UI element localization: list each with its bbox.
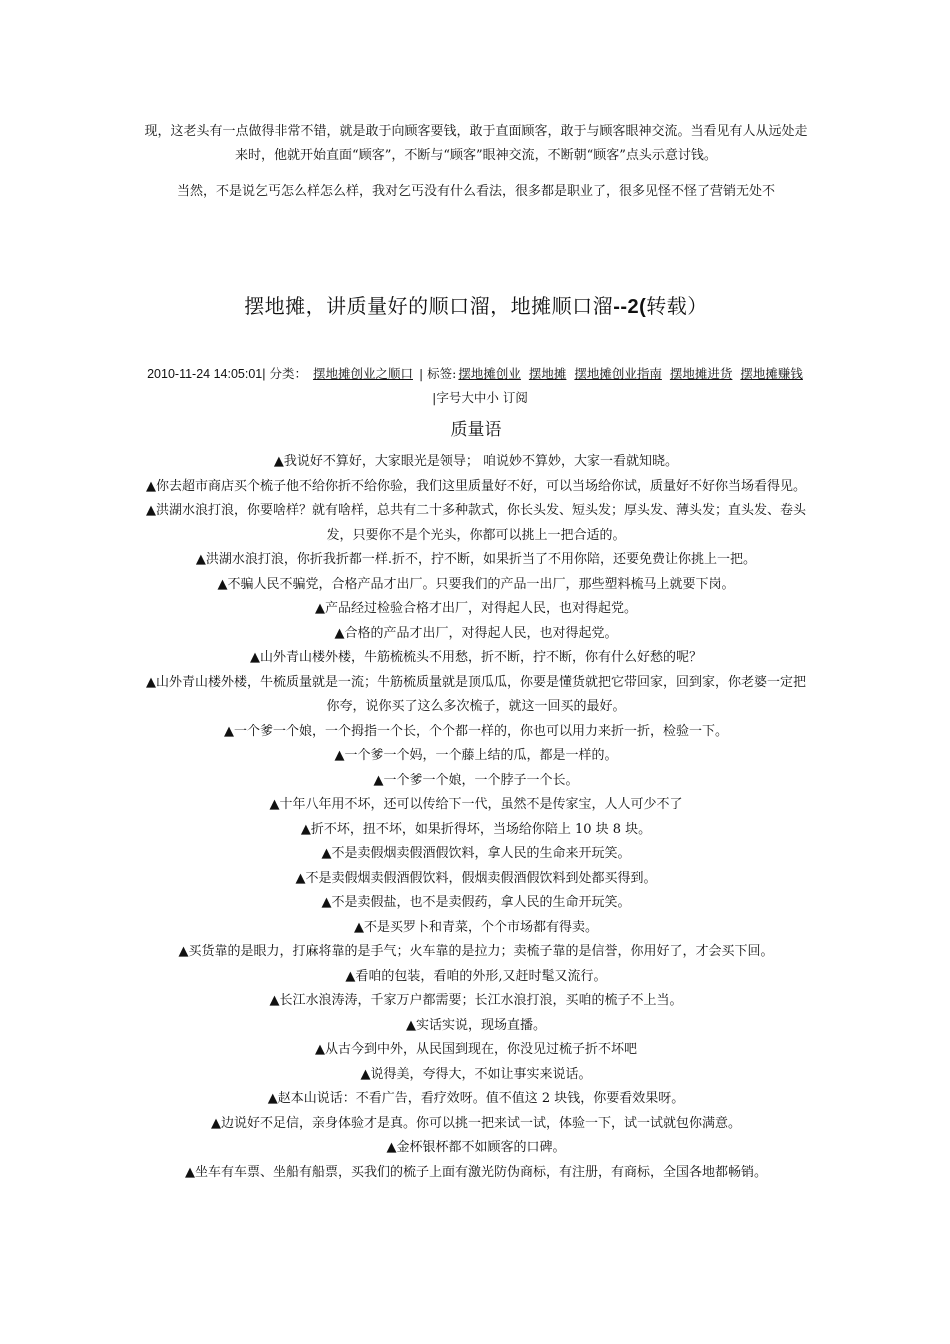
slogan-line: ▲山外青山楼外楼，牛梳质量就是一流；牛筋梳质量就是顶瓜瓜，你要是懂货就把它带回家，回到家，你老婆一定把你夸，说你买了这么多次梳子，就这一回买的最好。 [146, 674, 806, 714]
section-heading: 质量语 [450, 420, 502, 440]
tag-link[interactable]: 摆地摊创业指南 [574, 366, 662, 381]
slogan-line: ▲洪湖水浪打浪，你要啥样？就有啥样，总共有二十多种款式，你长头发、短头发；厚头发、薄头发；直头发、卷头发，只要你不是个光头，你都可以挑上一把合适的。 [146, 503, 806, 543]
slogan-line: ▲一个爹一个娘，一个脖子一个长。 [373, 772, 579, 788]
slogan-line: ▲不是卖假烟卖假酒假饮料，假烟卖假酒假饮料到处都买得到。 [295, 870, 657, 886]
slogan-line: ▲不是卖假盐，也不是卖假药，拿人民的生命开玩笑。 [321, 895, 631, 910]
category-link[interactable]: 摆地摊创业之顺口 [312, 366, 413, 381]
slogan-line: ▲买货靠的是眼力，打麻将靠的是手气；火车靠的是拉力；卖梳子靠的是信誉，你用好了，才会买下回。 [178, 944, 774, 959]
slogan-line: ▲一个爹一个妈，一个藤上结的瓜，都是一样的。 [334, 748, 618, 763]
category-label: 分类： [269, 366, 307, 381]
slogan-line: ▲不是卖假烟卖假酒假饮料，拿人民的生命来开玩笑。 [321, 846, 631, 861]
tag-link[interactable]: 摆地摊进货 [669, 366, 733, 381]
tag-link[interactable]: 摆地摊赚钱 [740, 366, 803, 381]
tag-link[interactable]: 摆地摊创业 [458, 366, 521, 381]
post-datetime: 2010-11-24 14:05:01| [147, 367, 266, 381]
font-size-control[interactable]: |字号大中小 [432, 390, 499, 405]
article-title-end: 转载） [646, 294, 708, 318]
slogan-line: ▲说得美，夸得大，不如让事实来说话。 [360, 1066, 592, 1082]
slogan-line: ▲从古今到中外，从民国到现在，你没见过梳子折不坏吧 [315, 1042, 637, 1057]
slogan-line: ▲合格的产品才出厂，对得起人民，也对得起党。 [334, 625, 618, 641]
slogan-line: ▲产品经过检验合格才出厂，对得起人民，也对得起党。 [315, 601, 637, 616]
slogan-line: ▲一个爹一个娘，一个拇指一个长，个个都一样的，你也可以用力来折一折，检验一下。 [224, 723, 728, 739]
slogan-line: ▲十年八年用不坏，还可以传给下一代，虽然不是传家宝，人人可少不了 [269, 797, 683, 812]
slogan-list [140, 450, 812, 1185]
subscribe-link[interactable]: 订阅 [502, 390, 528, 405]
intro-text-2: 当然，不是说乞丐怎么样怎么样，我对乞丐没有什么看法，很多都是职业了，很多见怪不怪了营销无处不 [176, 184, 775, 199]
slogan-line: ▲折不坏，扭不坏，如果折得坏，当场给你陪上 10 块 8 块。 [300, 821, 652, 837]
intro-paragraph-2 [140, 180, 812, 204]
slogan-line: ▲边说好不足信，亲身体验才是真。你可以挑一把来试一试，体验一下，试一试就包你满意。 [211, 1115, 741, 1131]
slogan-line: ▲看咱的包装，看咱的外形,又赶时髦又流行。 [345, 968, 607, 984]
slogan-line: ▲洪湖水浪打浪，你折我折都一样.折不，拧不断，如果折当了不用你陪，还要免费让你挑上一把。 [195, 552, 757, 567]
slogan-line: ▲我说好不算好，大家眼光是领导； 咱说妙不算妙，大家一看就知晓。 [273, 454, 679, 469]
intro-text-1: 现，这老头有一点做得非常不错，就是敢于向顾客要钱，敢于直面顾客，敢于与顾客眼神交流。当看见有人从远处走来时，他就开始直面“顾客”，不断与“顾客”眼神交流，不断朝“顾客”点头示意讨钱。 [144, 124, 808, 163]
slogan-line: ▲实话实说，现场直播。 [406, 1017, 546, 1033]
article-title-text: 摆地摊，讲质量好的顺口溜，地摊顺口溜 [244, 294, 614, 318]
slogan-line: ▲赵本山说话：不看广告，看疗效呀。值不值这 2 块钱，你要看效果呀。 [267, 1091, 685, 1106]
slogan-line: ▲长江水浪涛涛，千家万户都需要；长江水浪打浪，买咱的梳子不上当。 [269, 993, 683, 1008]
meta-separator: | [418, 366, 424, 381]
tag-link[interactable]: 摆地摊 [528, 366, 567, 381]
article-title-suffix: --2( [613, 296, 647, 318]
article-title [140, 292, 812, 321]
slogan-line: ▲坐车有车票、坐船有船票，买我们的梳子上面有激光防伪商标，有注册，有商标，全国各地都畅销。 [185, 1164, 767, 1180]
slogan-line: ▲山外青山楼外楼，牛筋梳梳头不用愁，折不断，拧不断，你有什么好愁的呢？ [250, 650, 702, 665]
tags-label: 标签: [427, 366, 457, 381]
intro-paragraph-1 [140, 120, 812, 168]
slogan-line: ▲不是买罗卜和青菜，个个市场都有得卖。 [354, 919, 598, 935]
slogan-line: ▲你去超市商店买个梳子他不给你折不给你验，我们这里质量好不好，可以当场给你试，质量好不好你当场看得见。 [146, 478, 806, 494]
slogan-line: ▲金杯银杯都不如顾客的口碑。 [386, 1140, 566, 1155]
article-meta [140, 362, 812, 410]
slogan-line: ▲不骗人民不骗党，合格产品才出厂。只要我们的产品一出厂，那些塑料梳马上就要下岗。 [217, 576, 735, 592]
